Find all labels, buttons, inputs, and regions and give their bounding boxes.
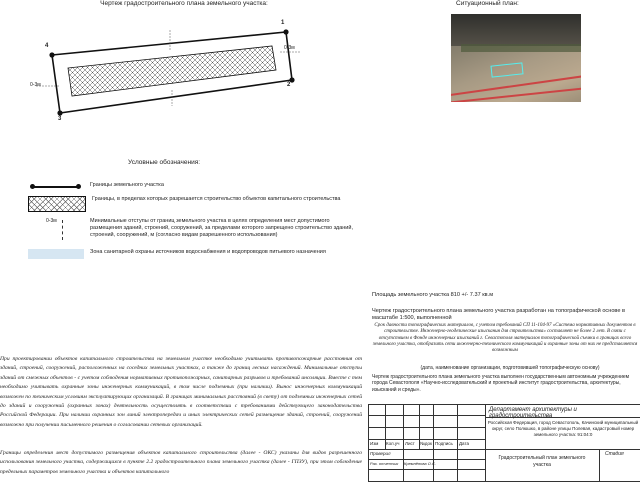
corner-label-4: 4 <box>45 43 49 49</box>
stamp-address: Российская Федерация, город Севастополь, Качинский муниципальный округ, село Полюшко, в районе улицы Полевая, кадастровый номер земельного участка: 91:04:0 <box>487 420 639 437</box>
title-block <box>368 404 640 482</box>
stage-label: Стадия <box>605 451 624 457</box>
scale-text: Чертеж градостроительного плана земельного участка разработан на топографической основе в масштабе 1:500, выполненной <box>372 308 625 321</box>
header-kol: Кол.уч <box>386 441 400 446</box>
sheet-title: Градостроительный план земельного участка <box>498 455 586 468</box>
corner-point-3 <box>57 110 62 115</box>
body-paragraph-1: При проектировании объектов капитального строительства на земельном участке необходимо учитывать противопожарные расстояния от зданий, строений, сооружений, расположенных на соседних земельных участках, а также до границ лесных насаждений. Минимальные отступы зданий от смежных объектов - с учетом соблюдения нормативных противопожарных, санитарных разрывов и требований инсоляции. Вместе с тем необходимо учитывать охранные зоны инженерных коммуникаций, в том числе подземных (при наличии). Вынос инженерных коммуникаций возможен по техническим условиям эксплуатирующих организаций. В границах минимальных расстояний (в свету) от подземных инженерных сетей до зданий и сооружений (охранных зонах) деятельность осуществлять в соответствии с требованиями действующего законодательства Российской Федерации. При наличии охранных зон линий электропередач и иных электрических сетей размещение зданий, строений, сооружений возможно при получении письменного решения о согласовании сетевых организаций. <box>0 356 362 428</box>
offset-label-right: 0-3м <box>284 45 295 51</box>
boundary-symbol <box>28 182 84 192</box>
body-paragraph-2: Границы определения мест допустимого размещения объектов капитального строительства (далее - ОКС) указаны для видов разрешенного использования земельного участка, содержащихся в пункте 2.2 градостроительного плана земельного участка (далее - ГПЗУ), при этом соблюдение предельных параметров земельного участка и объектов капитального <box>0 450 362 475</box>
corner-point-1 <box>283 29 288 34</box>
corner-label-2: 2 <box>287 82 291 88</box>
corner-label-1: 1 <box>281 20 285 26</box>
offset-symbol: 0-3м <box>28 218 84 244</box>
situation-title: Ситуационный план: <box>456 0 519 7</box>
legend-text-water: Зона санитарной охраны источников водоснабжения и водопроводов питьевого назначения <box>90 249 326 255</box>
corner-point-4 <box>49 52 54 57</box>
role-developer: Раз. отчетчик <box>370 461 399 466</box>
header-ndoc: №док <box>420 441 432 446</box>
legend-title: Условные обозначения: <box>128 159 201 166</box>
water-zone-symbol <box>28 249 84 259</box>
role-checked: Проверил <box>370 451 391 456</box>
department-name: Департамент архитектуры и градостроительства <box>489 407 577 419</box>
parcel-drawing <box>0 10 330 130</box>
executor-text: Чертеж градостроительного плана земельного участка выполнен государственным автономным учреждением города Севастополя «Научно-исследовательский и проектный институт градостроительства, архитектуры, изысканий и среды». <box>372 374 630 393</box>
legend-row-offset <box>28 218 360 244</box>
header-sign: Подпись <box>435 441 453 446</box>
situation-parcel-marker <box>490 62 523 77</box>
header-izm: Изм <box>370 441 379 446</box>
legend-row-boundary <box>28 182 360 192</box>
situation-map <box>451 14 581 102</box>
legend-text-permitted: Границы, в пределах которых разрешается строительство объектов капитального строительства <box>92 196 341 202</box>
permitted-zone-symbol <box>28 196 86 212</box>
legend-row-water <box>28 249 360 259</box>
legend-text-offset: Минимальные отступы от границ земельного участка в целях определения мест допустимого размещения зданий, строений, сооружений, за пределами которого запрещено строительство зданий, строений, сооружений, м (согласно видам разрешенного использования) <box>90 218 353 238</box>
legend-text-boundary: Границы земельного участка <box>90 182 164 188</box>
permitted-zone <box>68 46 276 96</box>
header-list: Лист <box>405 441 415 446</box>
area-text: Площадь земельного участка 810 +/- 7.37 кв.м <box>372 292 494 298</box>
corner-label-3: 3 <box>58 116 62 122</box>
offset-label-left: 0-3м <box>30 82 41 88</box>
validity-text: Срок давности топографических материалов, с учетом требований СП 11-104-97 «Система нормативных документов в строительстве. Инженерно-геодезические изыскания для строительства» составляет не более 2 лет. В связи с отсутствием в Фонде инженерных изысканий г. Севастополя материалов топографической съемки в границах всего земельного участка, отобразить сети инженерно-технического коммуникаций и охранные зоны от них не представляется возможным <box>372 323 638 353</box>
drawing-title: Чертеж градостроительного плана земельного участка: <box>100 0 268 7</box>
person-name: Кремлёнова О.С. <box>404 461 436 466</box>
header-date: Дата <box>459 441 469 446</box>
legend-row-permitted <box>28 196 362 212</box>
org-caption: (дата, наименование организации, подготовившей топографическую основу) <box>420 365 600 371</box>
